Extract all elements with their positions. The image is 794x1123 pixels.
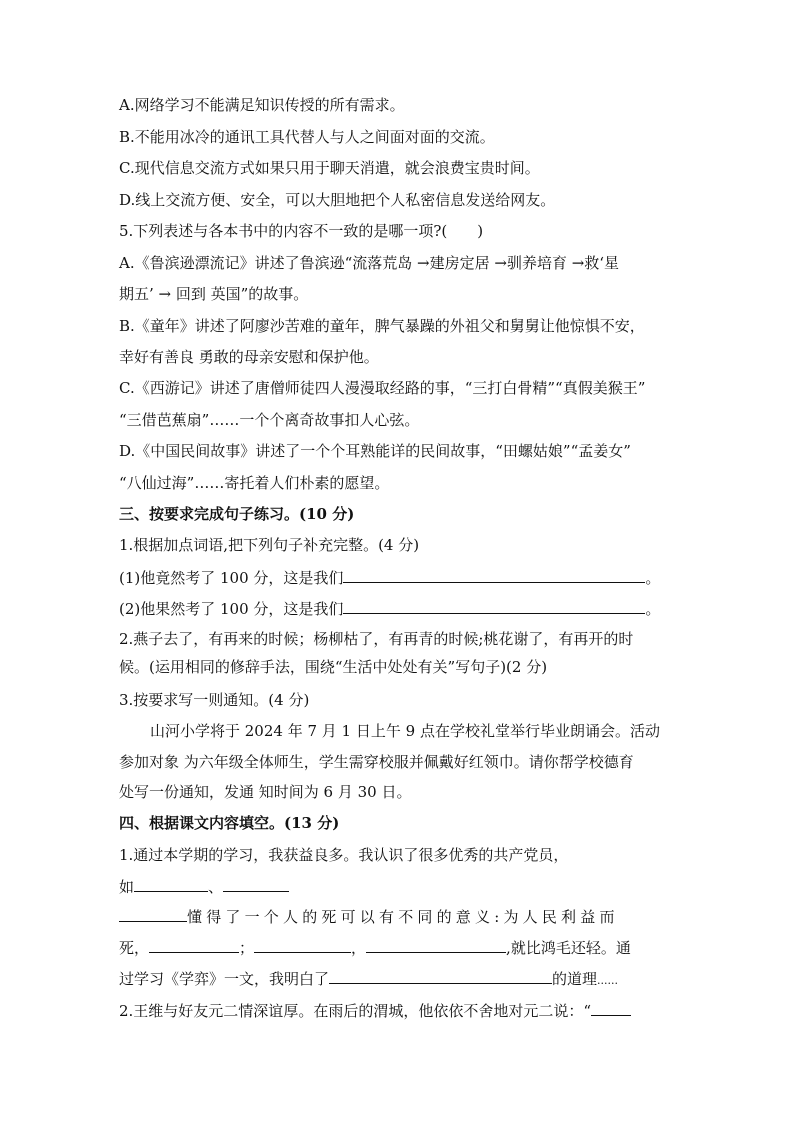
q5-option-a-line2: 期五’ → 回到 英国”的故事。 [119, 285, 309, 303]
answer-blank[interactable] [343, 598, 645, 614]
q5-option-c-line2: “三借芭蕉扇”……一个个离奇故事扣人心弦。 [119, 411, 420, 429]
answer-blank[interactable] [366, 937, 506, 953]
s4-question-1-line4 [119, 937, 631, 957]
s3-question-3: 3.按要求写一则通知。(4 分) [119, 691, 310, 709]
s3-q1-item-2 [119, 598, 660, 618]
section-3-heading: 三、按要求完成句子练习。(10 分) [119, 505, 355, 523]
s4-question-1-line2 [119, 876, 289, 896]
separator: 、 [208, 878, 224, 896]
answer-blank[interactable] [329, 968, 552, 984]
notice-prompt-line3: 处写一份通知，发通 知时间为 6 月 30 日。 [119, 783, 412, 801]
answer-blank[interactable] [254, 937, 351, 953]
section-4-heading: 四、根据课文内容填空。(13 分) [119, 814, 340, 832]
sep-1: ； [239, 939, 255, 957]
s4-question-1-line3 [119, 906, 619, 926]
s3-question-1: 1.根据加点词语,把下列句子补充完整。(4 分) [119, 536, 420, 554]
item-1-end: 。 [645, 569, 661, 587]
line3-text: 懂得了一个人的死可以有不同的意义:为人民利益而 [187, 908, 619, 926]
q5-option-d-line2: “八仙过海”……寄托着人们朴素的愿望。 [119, 474, 390, 492]
s3-q1-item-1 [119, 567, 660, 587]
item-2-end: 。 [645, 600, 661, 618]
q5-option-c-line1: C.《西游记》讲述了唐僧师徒四人漫漫取经路的事，“三打白骨精”“真假美猴王” [119, 379, 646, 397]
q5-option-b-line2: 幸好有善良 勇敢的母亲安慰和保护他。 [119, 348, 379, 366]
option-a-line: A.网络学习不能满足知识传授的所有需求。 [119, 96, 405, 114]
answer-blank[interactable] [343, 567, 645, 583]
notice-prompt-line1: 山河小学将于 2024 年 7 月 1 日上午 9 点在学校礼堂举行毕业朗诵会。活动 [150, 722, 660, 740]
s3-question-2-line1: 2.燕子去了，有再来的时候；杨柳枯了，有再青的时候;桃花谢了，有再开的时 [119, 630, 634, 648]
s3-question-2-line2: 候。(运用相同的修辞手法，围绕“生活中处处有关”写句子)(2 分) [119, 658, 548, 676]
line5-start: 过学习《学弈》一文，我明白了 [119, 970, 330, 988]
item-1-text: (1)他竟然考了 100 分，这是我们 [119, 569, 344, 587]
option-c-line: C.现代信息交流方式如果只用于聊天消遣，就会浪费宝贵时间。 [119, 159, 540, 177]
s4-question-1-line1: 1.通过本学期的学习，我获益良多。我认识了很多优秀的共产党员， [119, 846, 569, 864]
answer-blank[interactable] [591, 1000, 631, 1016]
answer-blank[interactable] [223, 876, 289, 892]
item-2-text: (2)他果然考了 100 分，这是我们 [119, 600, 344, 618]
sep-2: ， [351, 939, 367, 957]
answer-blank[interactable] [134, 876, 208, 892]
ellipsis: ...... [597, 974, 619, 987]
q5-option-b-line1: B.《童年》讲述了阿廖沙苦难的童年，脾气暴躁的外祖父和舅舅让他惊惧不安， [119, 317, 645, 335]
answer-blank[interactable] [149, 937, 239, 953]
notice-prompt-line2: 参加对象 为六年级全体师生，学生需穿校服并佩戴好红领巾。请你帮学校德育 [119, 753, 634, 771]
option-d-line: D.线上交流方便、安全，可以大胆地把个人私密信息发送给网友。 [119, 191, 556, 209]
question-5: 5.下列表述与各本书中的内容不一致的是哪一项?( ) [119, 222, 484, 240]
line4-start: 死， [119, 939, 150, 957]
line5-end: 的道理 [552, 970, 598, 988]
s4-question-1-line5 [119, 968, 618, 988]
answer-blank[interactable] [119, 906, 187, 922]
s4-question-2 [119, 1000, 631, 1020]
q5-option-d-line1: D.《中国民间故事》讲述了一个个耳熟能详的民间故事，“田螺姑娘”“孟姜女” [119, 442, 631, 460]
option-b-line: B.不能用冰冷的通讯工具代替人与人之间面对面的交流。 [119, 128, 495, 146]
q2-text: 2.王维与好友元二情深谊厚。在雨后的渭城，他依依不舍地对元二说：“ [119, 1002, 591, 1020]
q5-option-a-line1: A.《鲁滨逊漂流记》讲述了鲁滨逊“流落荒岛 →建房定居 →驯养培育 →救‘星 [119, 254, 620, 272]
example-prefix: 如 [119, 878, 135, 896]
line4-end: ,就比鸿毛还轻。通 [506, 939, 631, 957]
